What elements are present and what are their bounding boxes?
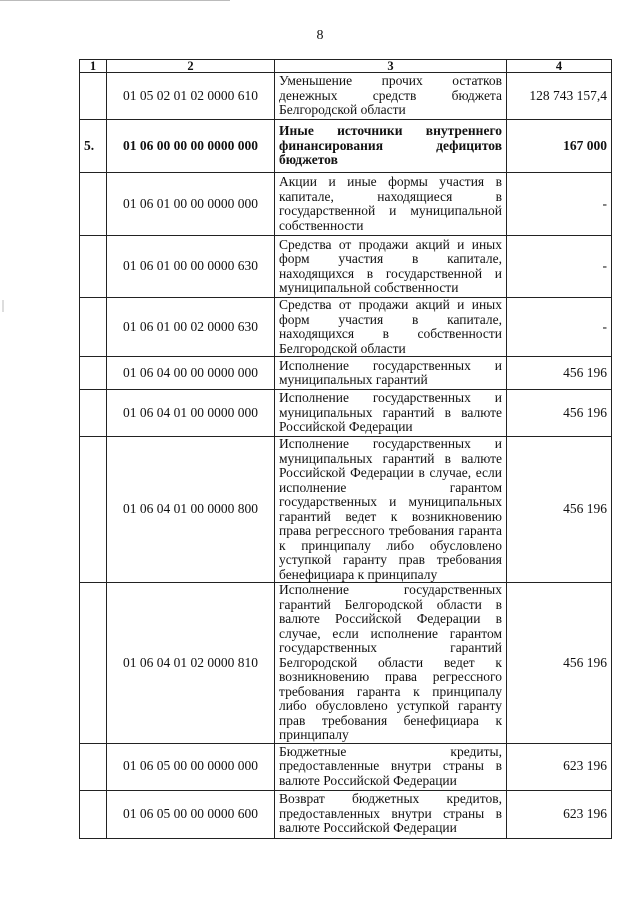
table-row xyxy=(80,173,612,236)
amount-value: - xyxy=(507,173,612,236)
row-number: 5. xyxy=(80,120,107,173)
budget-code: 01 06 05 00 00 0000 000 xyxy=(107,743,275,790)
budget-code: 01 06 01 00 02 0000 630 xyxy=(107,298,275,357)
budget-code: 01 06 04 01 02 0000 810 xyxy=(107,583,275,744)
budget-code: 01 06 01 00 00 0000 630 xyxy=(107,236,275,298)
table-row xyxy=(80,583,612,744)
budget-code: 01 06 00 00 00 0000 000 xyxy=(107,120,275,173)
table-row xyxy=(80,743,612,790)
source-description: Иные источники внутреннего финансирования дефицитов бюджетов xyxy=(275,120,507,173)
source-description: Исполнение государственных и муниципальных гарантий в валюте Российской Федерации xyxy=(275,390,507,437)
source-description: Средства от продажи акций и иных форм участия в капитале, находящихся в государственной и муниципальной собственности xyxy=(275,236,507,298)
budget-code: 01 06 04 00 00 0000 000 xyxy=(107,357,275,390)
amount-value: 456 196 xyxy=(507,437,612,583)
amount-value: 167 000 xyxy=(507,120,612,173)
row-number xyxy=(80,790,107,838)
table-row xyxy=(80,236,612,298)
page-number: 8 xyxy=(316,28,324,43)
table-row xyxy=(80,437,612,583)
budget-code: 01 06 04 01 00 0000 800 xyxy=(107,437,275,583)
row-number xyxy=(80,437,107,583)
source-description: Исполнение государственных гарантий Белгородской области в валюте Российской Федерации в случае, если исполнение гарантом государственных гарантий Белгородской области ведет к возникновению права регрессного требования гаранта к принципалу либо обусловлено уступкой гаранту прав требования бенефициара к принципалу xyxy=(275,583,507,744)
amount-value: 128 743 157,4 xyxy=(507,73,612,120)
row-number xyxy=(80,583,107,744)
table-row xyxy=(80,73,612,120)
amount-value: 623 196 xyxy=(507,743,612,790)
row-number xyxy=(80,357,107,390)
amount-value: - xyxy=(507,298,612,357)
scan-speck xyxy=(2,300,4,312)
budget-code: 01 06 01 00 00 0000 000 xyxy=(107,173,275,236)
source-description: Средства от продажи акций и иных форм участия в капитале, находящихся в собственности Белгородской области xyxy=(275,298,507,357)
row-number xyxy=(80,743,107,790)
table-row xyxy=(80,298,612,357)
source-description: Уменьшение прочих остатков денежных средств бюджета Белгородской области xyxy=(275,73,507,120)
amount-value: - xyxy=(507,236,612,298)
source-description: Возврат бюджетных кредитов, предоставленных внутри страны в валюте Российской Федерации xyxy=(275,790,507,838)
row-number xyxy=(80,173,107,236)
row-number xyxy=(80,390,107,437)
budget-code: 01 06 05 00 00 0000 600 xyxy=(107,790,275,838)
source-description: Бюджетные кредиты, предоставленные внутри страны в валюте Российской Федерации xyxy=(275,743,507,790)
budget-code: 01 06 04 01 00 0000 000 xyxy=(107,390,275,437)
budget-code: 01 05 02 01 02 0000 610 xyxy=(107,73,275,120)
amount-value: 456 196 xyxy=(507,390,612,437)
row-number xyxy=(80,73,107,120)
amount-value: 456 196 xyxy=(507,357,612,390)
amount-value: 456 196 xyxy=(507,583,612,744)
amount-value: 623 196 xyxy=(507,790,612,838)
row-number xyxy=(80,236,107,298)
column-header-2: 2 xyxy=(107,60,275,73)
table-body xyxy=(80,73,612,839)
scan-edge-line xyxy=(0,0,230,1)
column-header-1: 1 xyxy=(80,60,107,73)
source-description: Акции и иные формы участия в капитале, находящиеся в государственной и муниципальной собственности xyxy=(275,173,507,236)
table-row xyxy=(80,120,612,173)
column-header-4: 4 xyxy=(507,60,612,73)
row-number xyxy=(80,298,107,357)
table-header-row xyxy=(80,60,612,73)
budget-sources-table xyxy=(79,59,612,839)
column-header-3: 3 xyxy=(275,60,507,73)
source-description: Исполнение государственных и муниципальных гарантий xyxy=(275,357,507,390)
source-description: Исполнение государственных и муниципальных гарантий в валюте Российской Федерации в случае, если исполнение гарантом государственных и муниципальных гарантий ведет к возникновению права регрессного требования гаранта к принципалу либо обусловлено уступкой гаранту прав требования бенефициара к принципалу xyxy=(275,437,507,583)
table-row xyxy=(80,790,612,838)
table-row xyxy=(80,390,612,437)
table-row xyxy=(80,357,612,390)
